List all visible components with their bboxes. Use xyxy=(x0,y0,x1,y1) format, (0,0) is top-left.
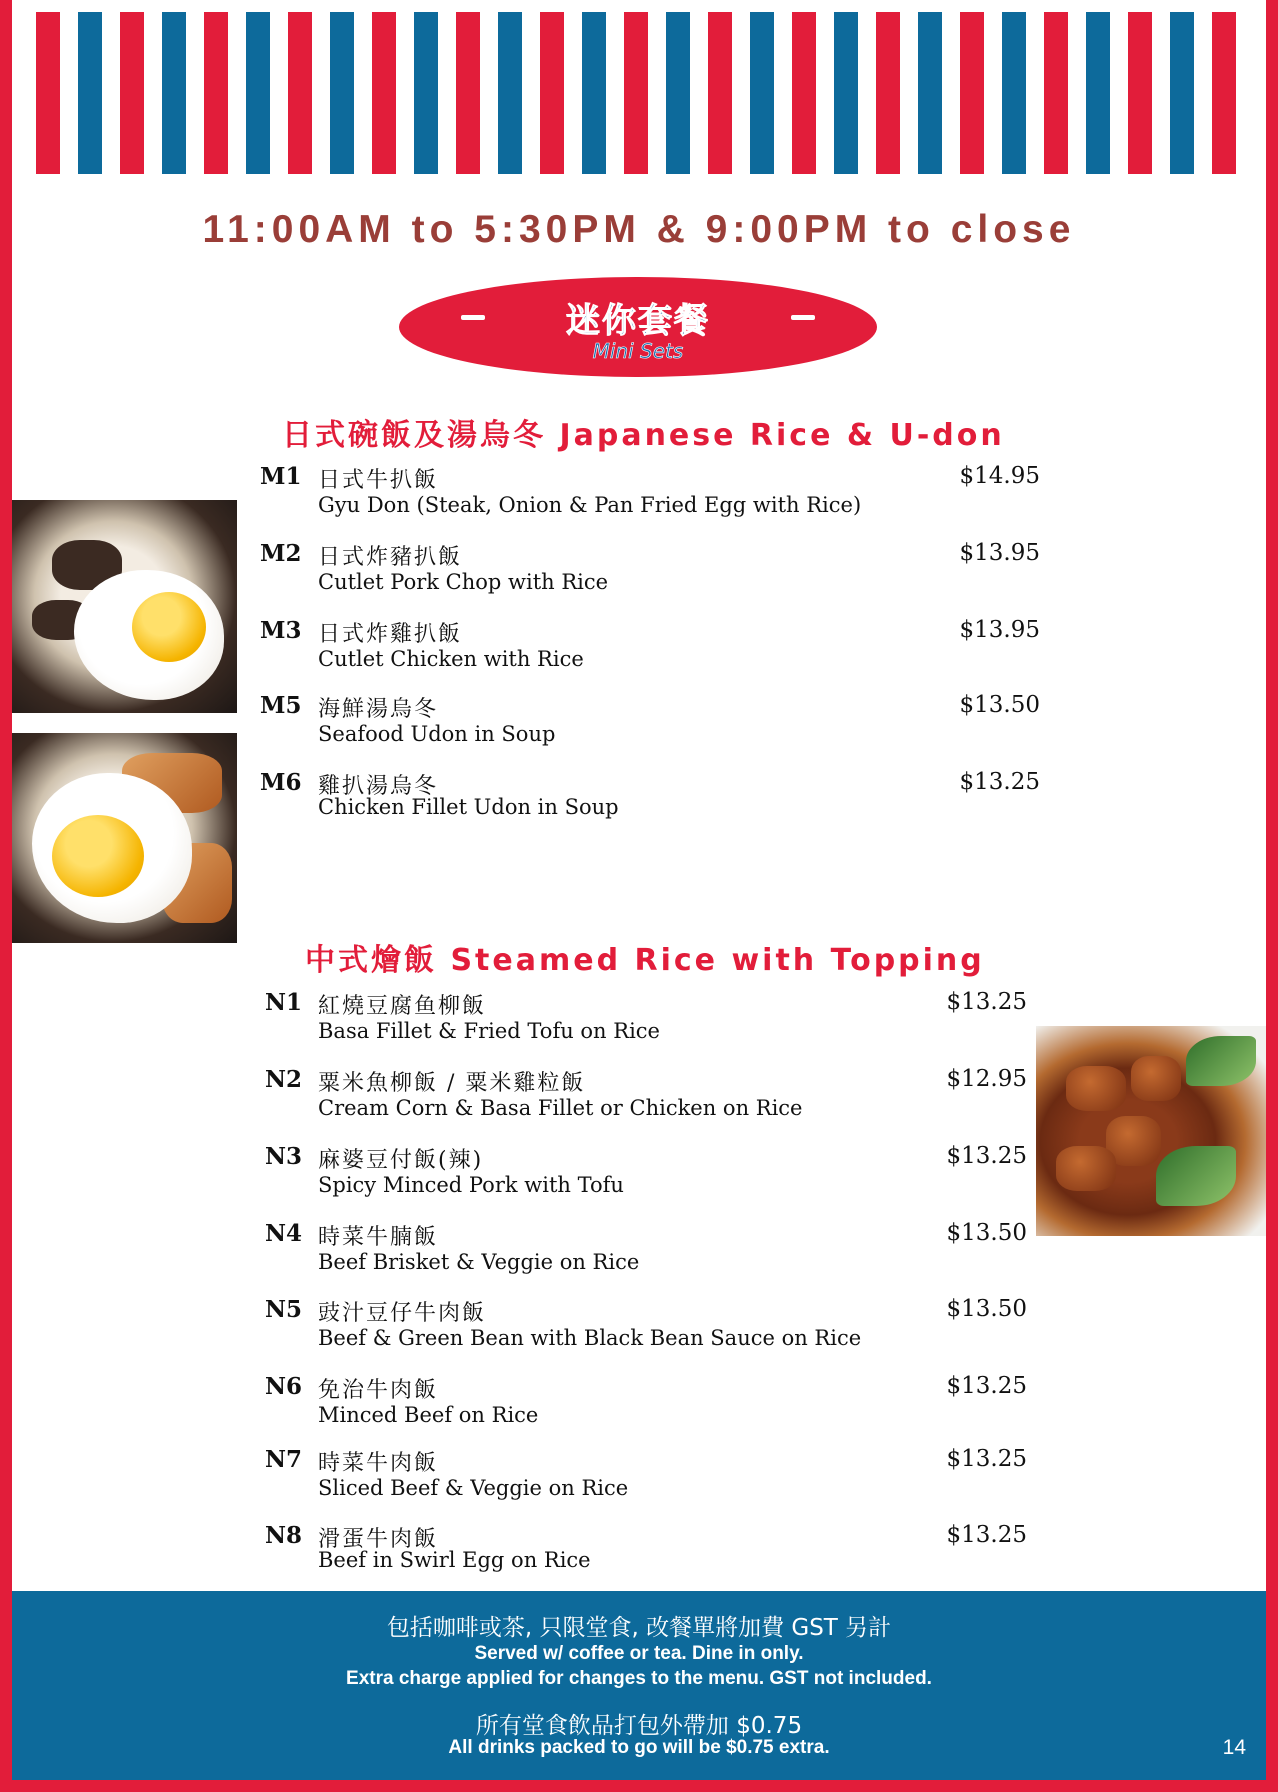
footer-note-zh: 包括咖啡或茶, 只限堂食, 改餐單將加費 GST 另計 xyxy=(386,1615,892,1641)
menu-item xyxy=(260,463,1040,533)
beef-chunk-shape xyxy=(1066,1066,1126,1111)
item-code: N5 xyxy=(265,1296,303,1323)
footer-drinks-en: All drinks packed to go will be $0.75 extra. xyxy=(448,1737,830,1758)
menu-item xyxy=(260,769,1040,839)
footer-drinks-zh: 所有堂食飲品打包外帶加 $0.75 xyxy=(475,1713,803,1739)
item-name-zh: 麻婆豆付飯(辣) xyxy=(318,1148,484,1173)
menu-item xyxy=(260,692,1040,762)
section-title-chinese: 中式燴飯 Steamed Rice with Topping xyxy=(305,943,985,978)
item-price: $12.95 xyxy=(946,1066,1027,1092)
item-name-en: Cutlet Pork Chop with Rice xyxy=(318,570,609,594)
item-price: $13.25 xyxy=(959,769,1040,795)
item-name-en: Spicy Minced Pork with Tofu xyxy=(318,1173,624,1197)
item-name-zh: 日式炸雞扒飯 xyxy=(318,622,463,647)
beef-veggie-photo xyxy=(1036,1026,1266,1236)
egg-yolk-shape xyxy=(52,815,144,897)
item-price: $13.50 xyxy=(946,1220,1027,1246)
item-code: N7 xyxy=(265,1446,303,1473)
item-name-zh: 粟米魚柳飯 / 粟米雞粒飯 xyxy=(318,1071,586,1096)
gyu-don-photo xyxy=(12,500,237,713)
item-code: M3 xyxy=(260,617,302,644)
item-name-en: Minced Beef on Rice xyxy=(318,1403,539,1427)
menu-page xyxy=(12,0,1266,1780)
section-title-japanese: 日式碗飯及湯烏冬 Japanese Rice & U-don xyxy=(282,418,1005,453)
cutlet-with-egg-photo xyxy=(12,733,237,943)
menu-item xyxy=(265,1373,1027,1443)
footer-notice xyxy=(12,1591,1266,1780)
item-code: N8 xyxy=(265,1522,303,1549)
bok-choy-shape xyxy=(1186,1036,1256,1086)
item-code: N2 xyxy=(265,1066,303,1093)
item-name-zh: 免治牛肉飯 xyxy=(318,1378,439,1403)
badge-title-en: Mini Sets xyxy=(592,339,684,363)
item-price: $13.25 xyxy=(946,1143,1027,1169)
item-name-zh: 時菜牛腩飯 xyxy=(318,1225,439,1250)
badge-title-zh: 迷你套餐 xyxy=(566,301,710,341)
item-name-en: Beef Brisket & Veggie on Rice xyxy=(318,1250,640,1274)
menu-item xyxy=(265,1522,1027,1592)
item-price: $14.95 xyxy=(959,463,1040,489)
menu-item xyxy=(260,540,1040,610)
egg-yolk-shape xyxy=(132,592,206,662)
menu-item xyxy=(265,1143,1027,1213)
menu-item xyxy=(265,1446,1027,1516)
item-name-zh: 海鮮湯烏冬 xyxy=(318,697,439,722)
item-name-zh: 日式炸豬扒飯 xyxy=(318,545,463,570)
item-name-zh: 雞扒湯烏冬 xyxy=(318,774,439,799)
item-price: $13.25 xyxy=(946,989,1027,1015)
item-name-en: Chicken Fillet Udon in Soup xyxy=(318,795,619,819)
item-price: $13.50 xyxy=(946,1296,1027,1322)
menu-item xyxy=(265,989,1027,1059)
striped-awning-banner xyxy=(36,12,1252,174)
beef-chunk-shape xyxy=(1131,1056,1181,1101)
item-price: $13.25 xyxy=(946,1522,1027,1548)
page-number: 14 xyxy=(1222,1736,1246,1759)
item-name-en: Sliced Beef & Veggie on Rice xyxy=(318,1476,629,1500)
item-code: N1 xyxy=(265,989,303,1016)
menu-item xyxy=(260,617,1040,687)
menu-item xyxy=(265,1066,1027,1136)
item-price: $13.95 xyxy=(959,617,1040,643)
item-price: $13.50 xyxy=(959,692,1040,718)
item-name-en: Gyu Don (Steak, Onion & Pan Fried Egg with Rice) xyxy=(318,493,862,517)
item-price: $13.95 xyxy=(959,540,1040,566)
item-code: M1 xyxy=(260,463,302,490)
footer-note-en-1: Served w/ coffee or tea. Dine in only. xyxy=(474,1643,804,1664)
item-name-zh: 滑蛋牛肉飯 xyxy=(318,1527,439,1552)
item-price: $13.25 xyxy=(946,1373,1027,1399)
item-code: N3 xyxy=(265,1143,303,1170)
item-name-en: Beef in Swirl Egg on Rice xyxy=(318,1548,591,1572)
item-name-zh: 日式牛扒飯 xyxy=(318,468,439,493)
item-name-zh: 紅燒豆腐鱼柳飯 xyxy=(318,994,487,1019)
item-code: N4 xyxy=(265,1220,303,1247)
item-code: M6 xyxy=(260,769,302,796)
mini-sets-badge xyxy=(399,277,877,377)
item-name-en: Basa Fillet & Fried Tofu on Rice xyxy=(318,1019,660,1043)
footer-note-en-2: Extra charge applied for changes to the menu. GST not included. xyxy=(346,1668,932,1689)
opening-hours: 11:00AM to 5:30PM & 9:00PM to close xyxy=(202,208,1076,251)
item-price: $13.25 xyxy=(946,1446,1027,1472)
beef-chunk-shape xyxy=(1056,1146,1116,1191)
item-name-zh: 豉汁豆仔牛肉飯 xyxy=(318,1301,487,1326)
item-name-en: Cream Corn & Basa Fillet or Chicken on Rice xyxy=(318,1096,803,1120)
item-name-en: Seafood Udon in Soup xyxy=(318,722,556,746)
item-code: M2 xyxy=(260,540,302,567)
item-name-zh: 時菜牛肉飯 xyxy=(318,1451,439,1476)
item-code: N6 xyxy=(265,1373,303,1400)
item-code: M5 xyxy=(260,692,302,719)
menu-item xyxy=(265,1296,1027,1366)
menu-item xyxy=(265,1220,1027,1290)
item-name-en: Beef & Green Bean with Black Bean Sauce on Rice xyxy=(318,1326,862,1350)
bok-choy-shape xyxy=(1156,1146,1236,1206)
item-name-en: Cutlet Chicken with Rice xyxy=(318,647,584,671)
